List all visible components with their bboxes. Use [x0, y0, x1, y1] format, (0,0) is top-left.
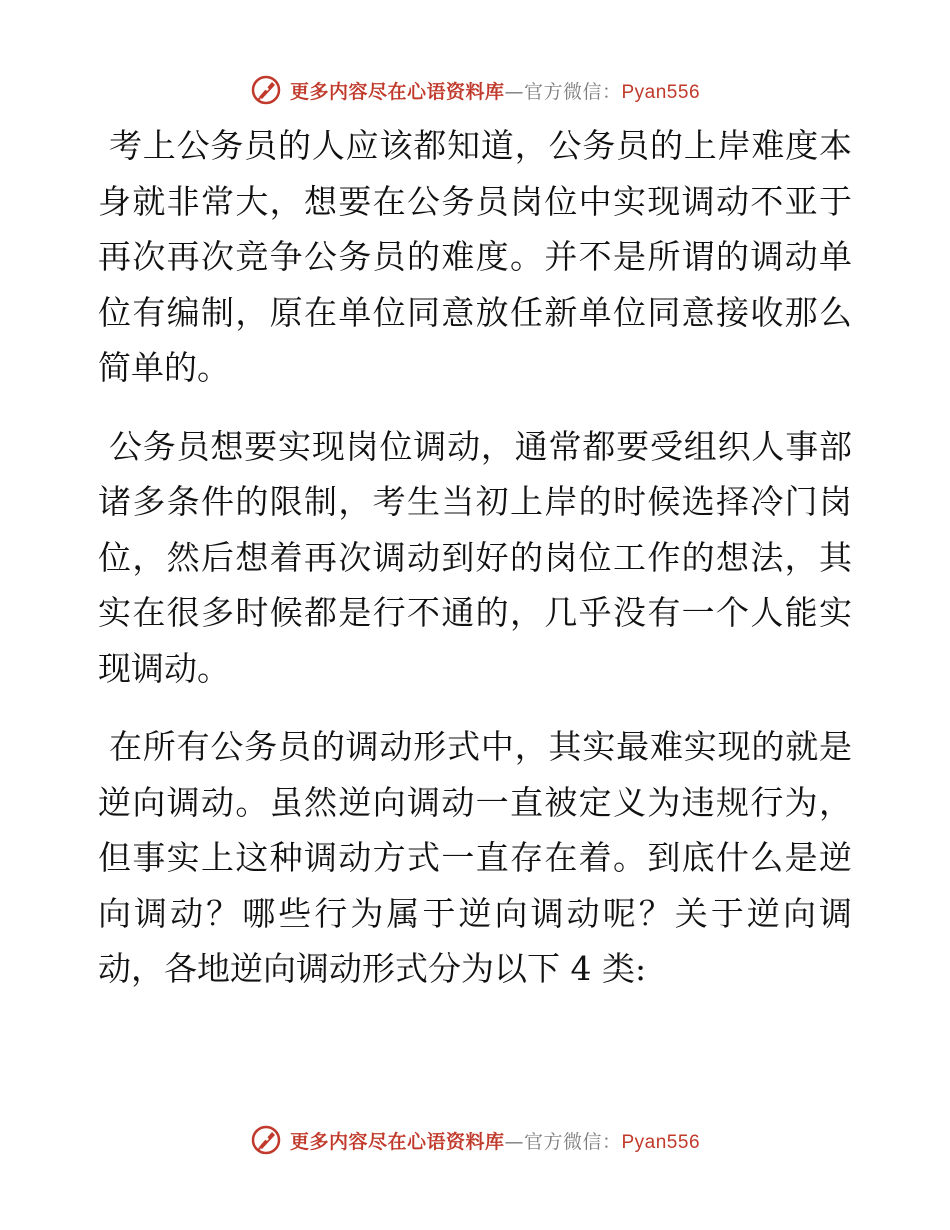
paragraph-2: 公务员想要实现岗位调动，通常都要受组织人事部诸多条件的限制，考生当初上岸的时候选择冷门岗位，然后想着再次调动到好的岗位工作的想法，其实在很多时候都是行不通的，几乎没有一个人能实现调动。	[98, 426, 852, 688]
quill-pen-logo-icon	[250, 1124, 282, 1156]
header-wechat-id: Pyan556	[621, 81, 701, 103]
document-body	[98, 118, 852, 1020]
footer-separator: —	[504, 1130, 524, 1153]
footer-banner	[0, 1120, 950, 1160]
quill-pen-logo-icon	[250, 74, 282, 106]
footer-text	[290, 1127, 700, 1154]
footer-main-text: 更多内容尽在心语资料库	[289, 1130, 505, 1153]
header-text	[290, 77, 700, 104]
header-main-text: 更多内容尽在心语资料库	[289, 80, 505, 103]
header-separator: —	[504, 80, 524, 103]
footer-wechat-id: Pyan556	[621, 1131, 701, 1153]
paragraph-3: 在所有公务员的调动形式中，其实最难实现的就是逆向调动。虽然逆向调动一直被定义为违规行为，但事实上这种调动方式一直存在着。到底什么是逆向调动？哪些行为属于逆向调动呢？关于逆向调动，各地逆向调动形式分为以下 4 类:	[98, 727, 852, 988]
header-wechat-label: 官方微信：	[523, 80, 622, 103]
paragraph-1: 考上公务员的人应该都知道，公务员的上岸难度本身就非常大，想要在公务员岗位中实现调动不亚于再次再次竞争公务员的难度。并不是所谓的调动单位有编制，原在单位同意放任新单位同意接收那么简单的。	[98, 126, 852, 387]
footer-wechat-label: 官方微信：	[523, 1130, 622, 1153]
header-banner	[0, 70, 950, 110]
